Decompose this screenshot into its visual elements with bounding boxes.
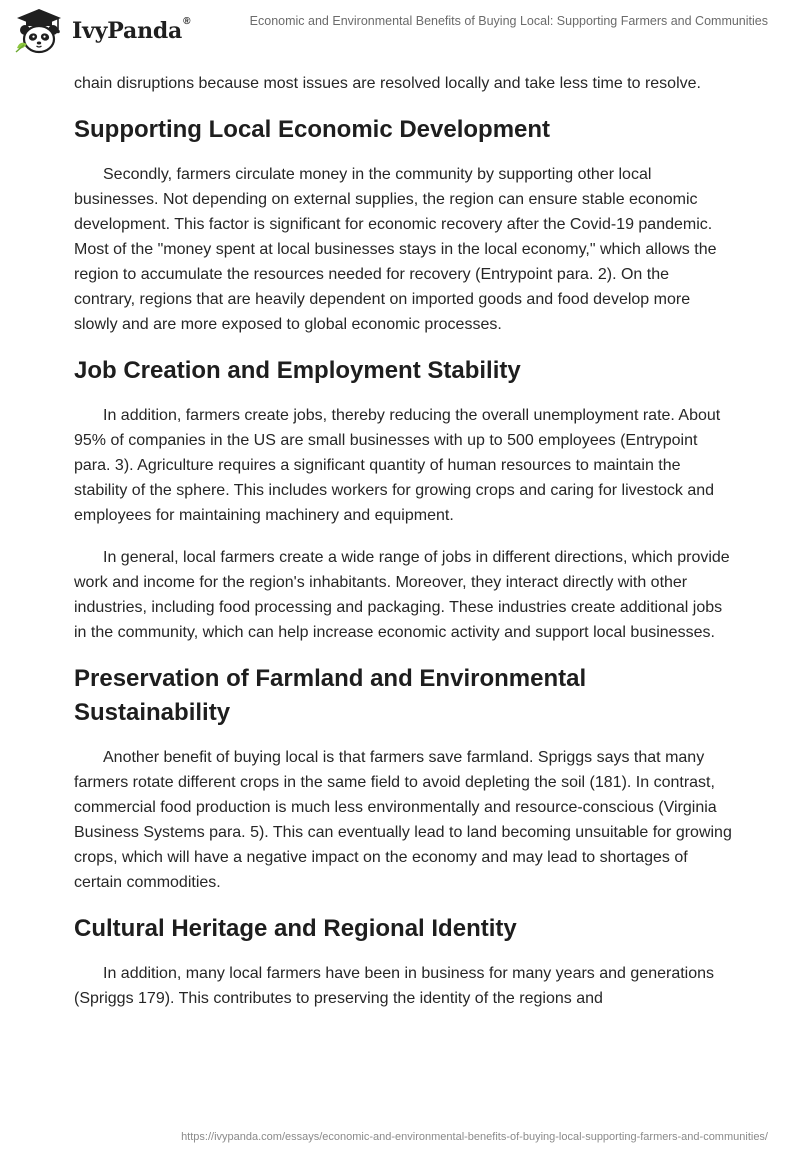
body-paragraph: In general, local farmers create a wide range of jobs in different directions, which provide work and income for the region's inhabitants. Moreover, they interact directly with other industries, including food processing and packaging. These industries create additional jobs in the community, which can help increase economic activity and support local businesses. — [74, 549, 730, 641]
brand-name: IvyPanda® — [72, 16, 191, 44]
intro-paragraph: chain disruptions because most issues are resolved locally and take less time to resolve. — [74, 75, 701, 92]
page-header — [0, 0, 800, 60]
source-url-link[interactable]: https://ivypanda.com/essays/economic-and-environmental-benefits-of-buying-local-supporting-farmers-and-communities/ — [181, 1131, 768, 1143]
section-heading: Job Creation and Employment Stability — [74, 357, 521, 384]
panda-graduation-cap-icon — [14, 8, 64, 54]
ivypanda-logo[interactable] — [14, 8, 190, 54]
section-heading: Preservation of Farmland and Environmental Sustainability — [74, 665, 587, 726]
section-heading: Supporting Local Economic Development — [74, 116, 551, 143]
body-paragraph: Secondly, farmers circulate money in the community by supporting other local businesses. Not depending on external supplies, the region can ensure stable economic development. This factor is significant for economic recovery after the Covid-19 pandemic. Most of the "money spent at local businesses stays in the local economy," which allows the region to accumulate the resources needed for recovery (Entrypoint para. 2). On the contrary, regions that are heavily dependent on imported goods and food develop more slowly and are more exposed to global economic processes. — [74, 166, 717, 333]
document-title: Economic and Environmental Benefits of Buying Local: Supporting Farmers and Communities — [249, 14, 768, 28]
essay-body — [74, 71, 734, 1028]
body-paragraph: In addition, farmers create jobs, thereby reducing the overall unemployment rate. About 95% of companies in the US are small businesses with up to 500 employees (Entrypoint para. 3). Agriculture requires a significant quantity of human resources to maintain the stability of the sphere. This includes workers for growing crops and caring for livestock and employees for maintaining machinery and equipment. — [74, 407, 721, 524]
section-heading: Cultural Heritage and Regional Identity — [74, 915, 517, 942]
body-paragraph: In addition, many local farmers have been in business for many years and generations (Spriggs 179). This contributes to preserving the identity of the regions and — [74, 965, 715, 1007]
body-paragraph: Another benefit of buying local is that farmers save farmland. Spriggs says that many farmers rotate different crops in the same field to avoid depleting the soil (181). In contrast, commercial food production is much less environmentally and resource-conscious (Virginia Business Systems para. 5). This can eventually lead to land becoming unsuitable for growing crops, which will have a negative impact on the economy and may lead to shortages of certain commodities. — [74, 749, 732, 891]
